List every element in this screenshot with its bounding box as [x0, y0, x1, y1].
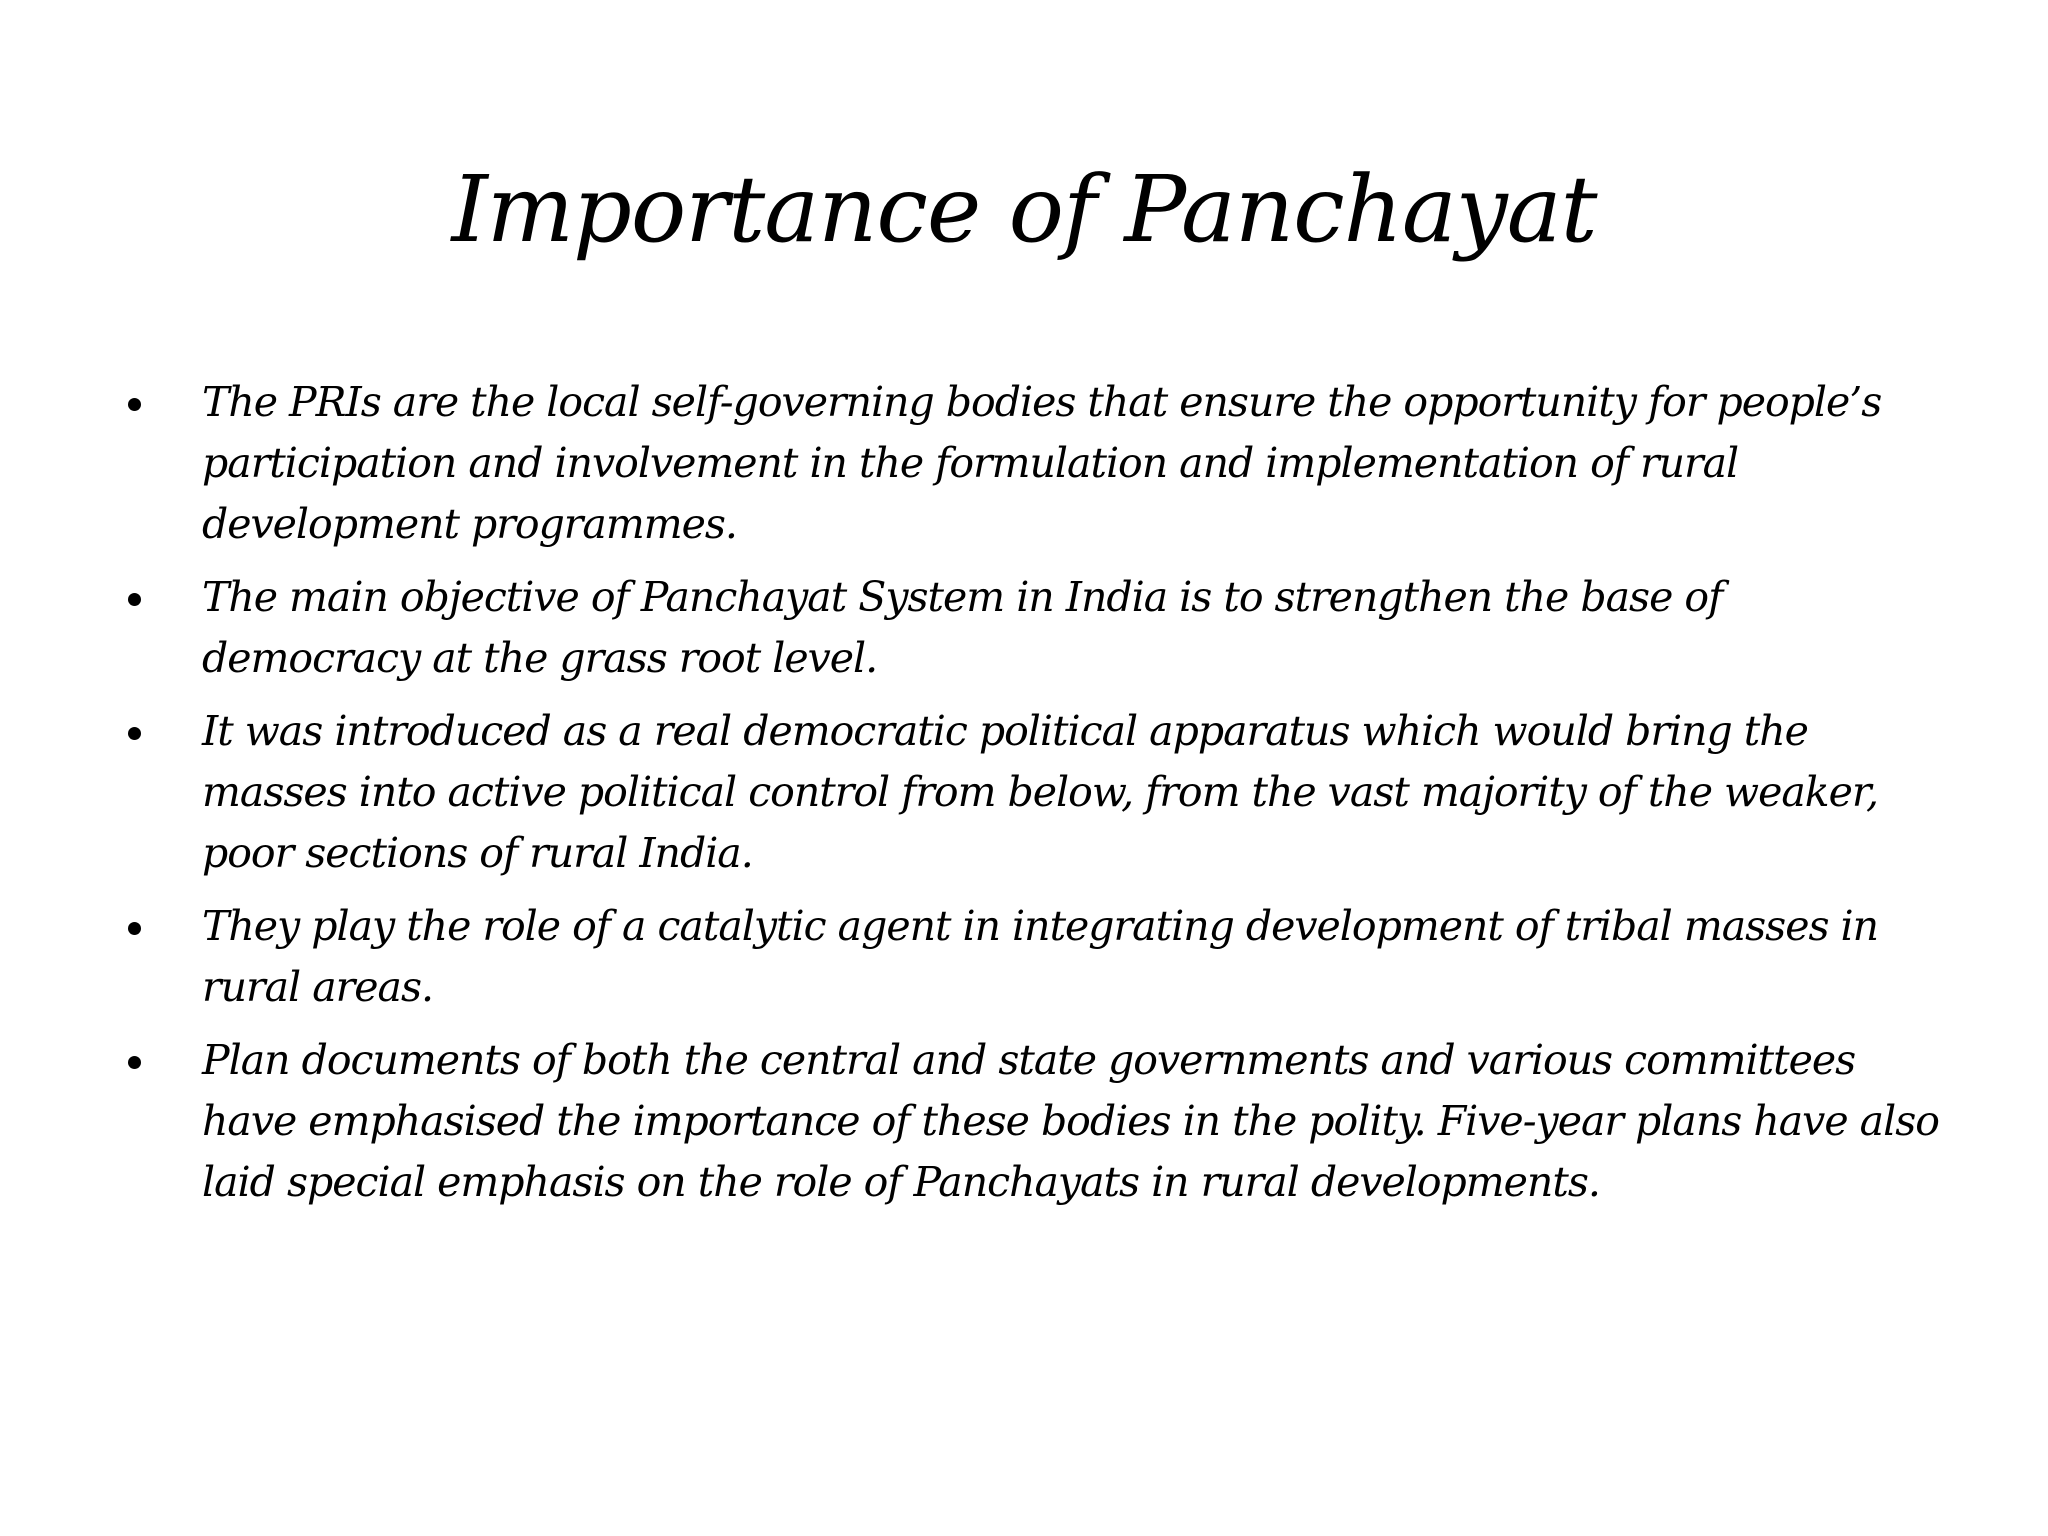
bullet-text: The main objective of Panchayat System in India is to strengthen the base of democracy at the grass root level.: [202, 573, 1723, 682]
list-item: [122, 1030, 1952, 1213]
bullet-icon: [128, 727, 141, 740]
list-item: [122, 896, 1952, 1018]
bullet-text: They play the role of a catalytic agent in integrating development of tribal masses in rural areas.: [202, 902, 1879, 1011]
bullet-icon: [128, 593, 141, 606]
list-item: [122, 372, 1952, 555]
bullet-icon: [128, 398, 141, 411]
bullet-text: Plan documents of both the central and state governments and various committees have emphasised the importance of these bodies in the polity. Five-year plans have also laid special emphasis on the role of Panchayats in rural developments.: [202, 1036, 1939, 1206]
bullet-icon: [128, 1056, 141, 1069]
bullet-text: The PRIs are the local self-governing bodies that ensure the opportunity for people’s participation and involvement in the formulation and implementation of rural development programmes.: [202, 378, 1882, 548]
bullet-icon: [128, 922, 141, 935]
slide-title: Importance of Panchayat: [451, 156, 1597, 263]
bullet-list: [122, 372, 1952, 1225]
bullet-text: It was introduced as a real democratic political apparatus which would bring the masses into active political control from below, from the vast majority of the weaker, poor sections of rural India.: [202, 707, 1879, 877]
list-item: [122, 701, 1952, 884]
list-item: [122, 567, 1952, 689]
